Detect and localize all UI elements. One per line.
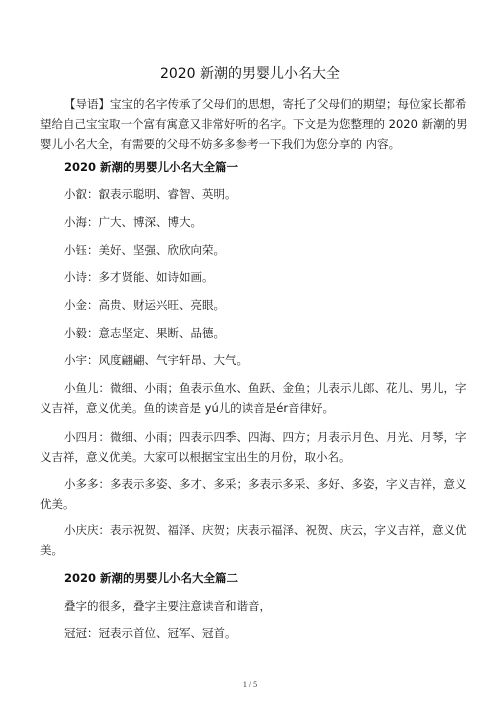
list-item: 小鱼儿：微细、小雨；鱼表示鱼水、鱼跃、金鱼；儿表示儿郎、花儿、男儿，字义吉祥，意义优美。鱼的读音是 yú儿的读音是ér音律好。	[40, 381, 467, 415]
page-title: 2020 新潮的男婴儿小名大全	[159, 66, 341, 82]
section2-intro: 叠字的很多，叠字主要注意读音和谐音，	[64, 599, 271, 613]
list-item: 小宇：风度翩翩、气宇轩昂、大气。	[64, 353, 248, 367]
list-item: 小钰：美好、坚强、欣欣向荣。	[64, 243, 225, 257]
intro-paragraph: 【导语】宝宝的名字传承了父母们的思想，寄托了父母们的期望；每位家长都希望给自己宝宝取一个富有寓意又非常好听的名字。下文是为您整理的 2020 新潮的男婴儿小名大全，有需要的父母不妨多多参考一下我们为您分享的 内容。	[40, 97, 468, 151]
list-item: 小诗：多才贤能、如诗如画。	[64, 270, 214, 284]
list-item: 小金：高贵、财运兴旺、亮眼。	[64, 298, 225, 312]
list-item: 小叡：叡表示聪明、睿智、英明。	[64, 187, 237, 201]
list-item: 小海：广大、博深、博大。	[64, 215, 202, 229]
section2-heading: 2020 新潮的男婴儿小名大全篇二	[64, 571, 239, 585]
section1-heading: 2020 新潮的男婴儿小名大全篇一	[64, 160, 239, 174]
list-item: 小庆庆：表示祝贺、福泽、庆贺；庆表示福泽、祝贺、庆云，字义吉祥，意义优美。	[40, 523, 467, 557]
list-item: 小毅：意志坚定、果断、品德。	[64, 326, 225, 340]
list-item: 小多多：多表示多姿、多才、多采；多表示多采、多好、多姿，字义吉祥，意义优美。	[40, 477, 467, 511]
page-number: 1 / 5	[242, 680, 258, 689]
list-item: 冠冠：冠表示首位、冠军、冠首。	[64, 626, 237, 640]
list-item: 小四月：微细、小雨；四表示四季、四海、四方；月表示月色、月光、月琴，字义吉祥，意义优美。大家可以根据宝宝出生的月份，取小名。	[40, 430, 467, 464]
